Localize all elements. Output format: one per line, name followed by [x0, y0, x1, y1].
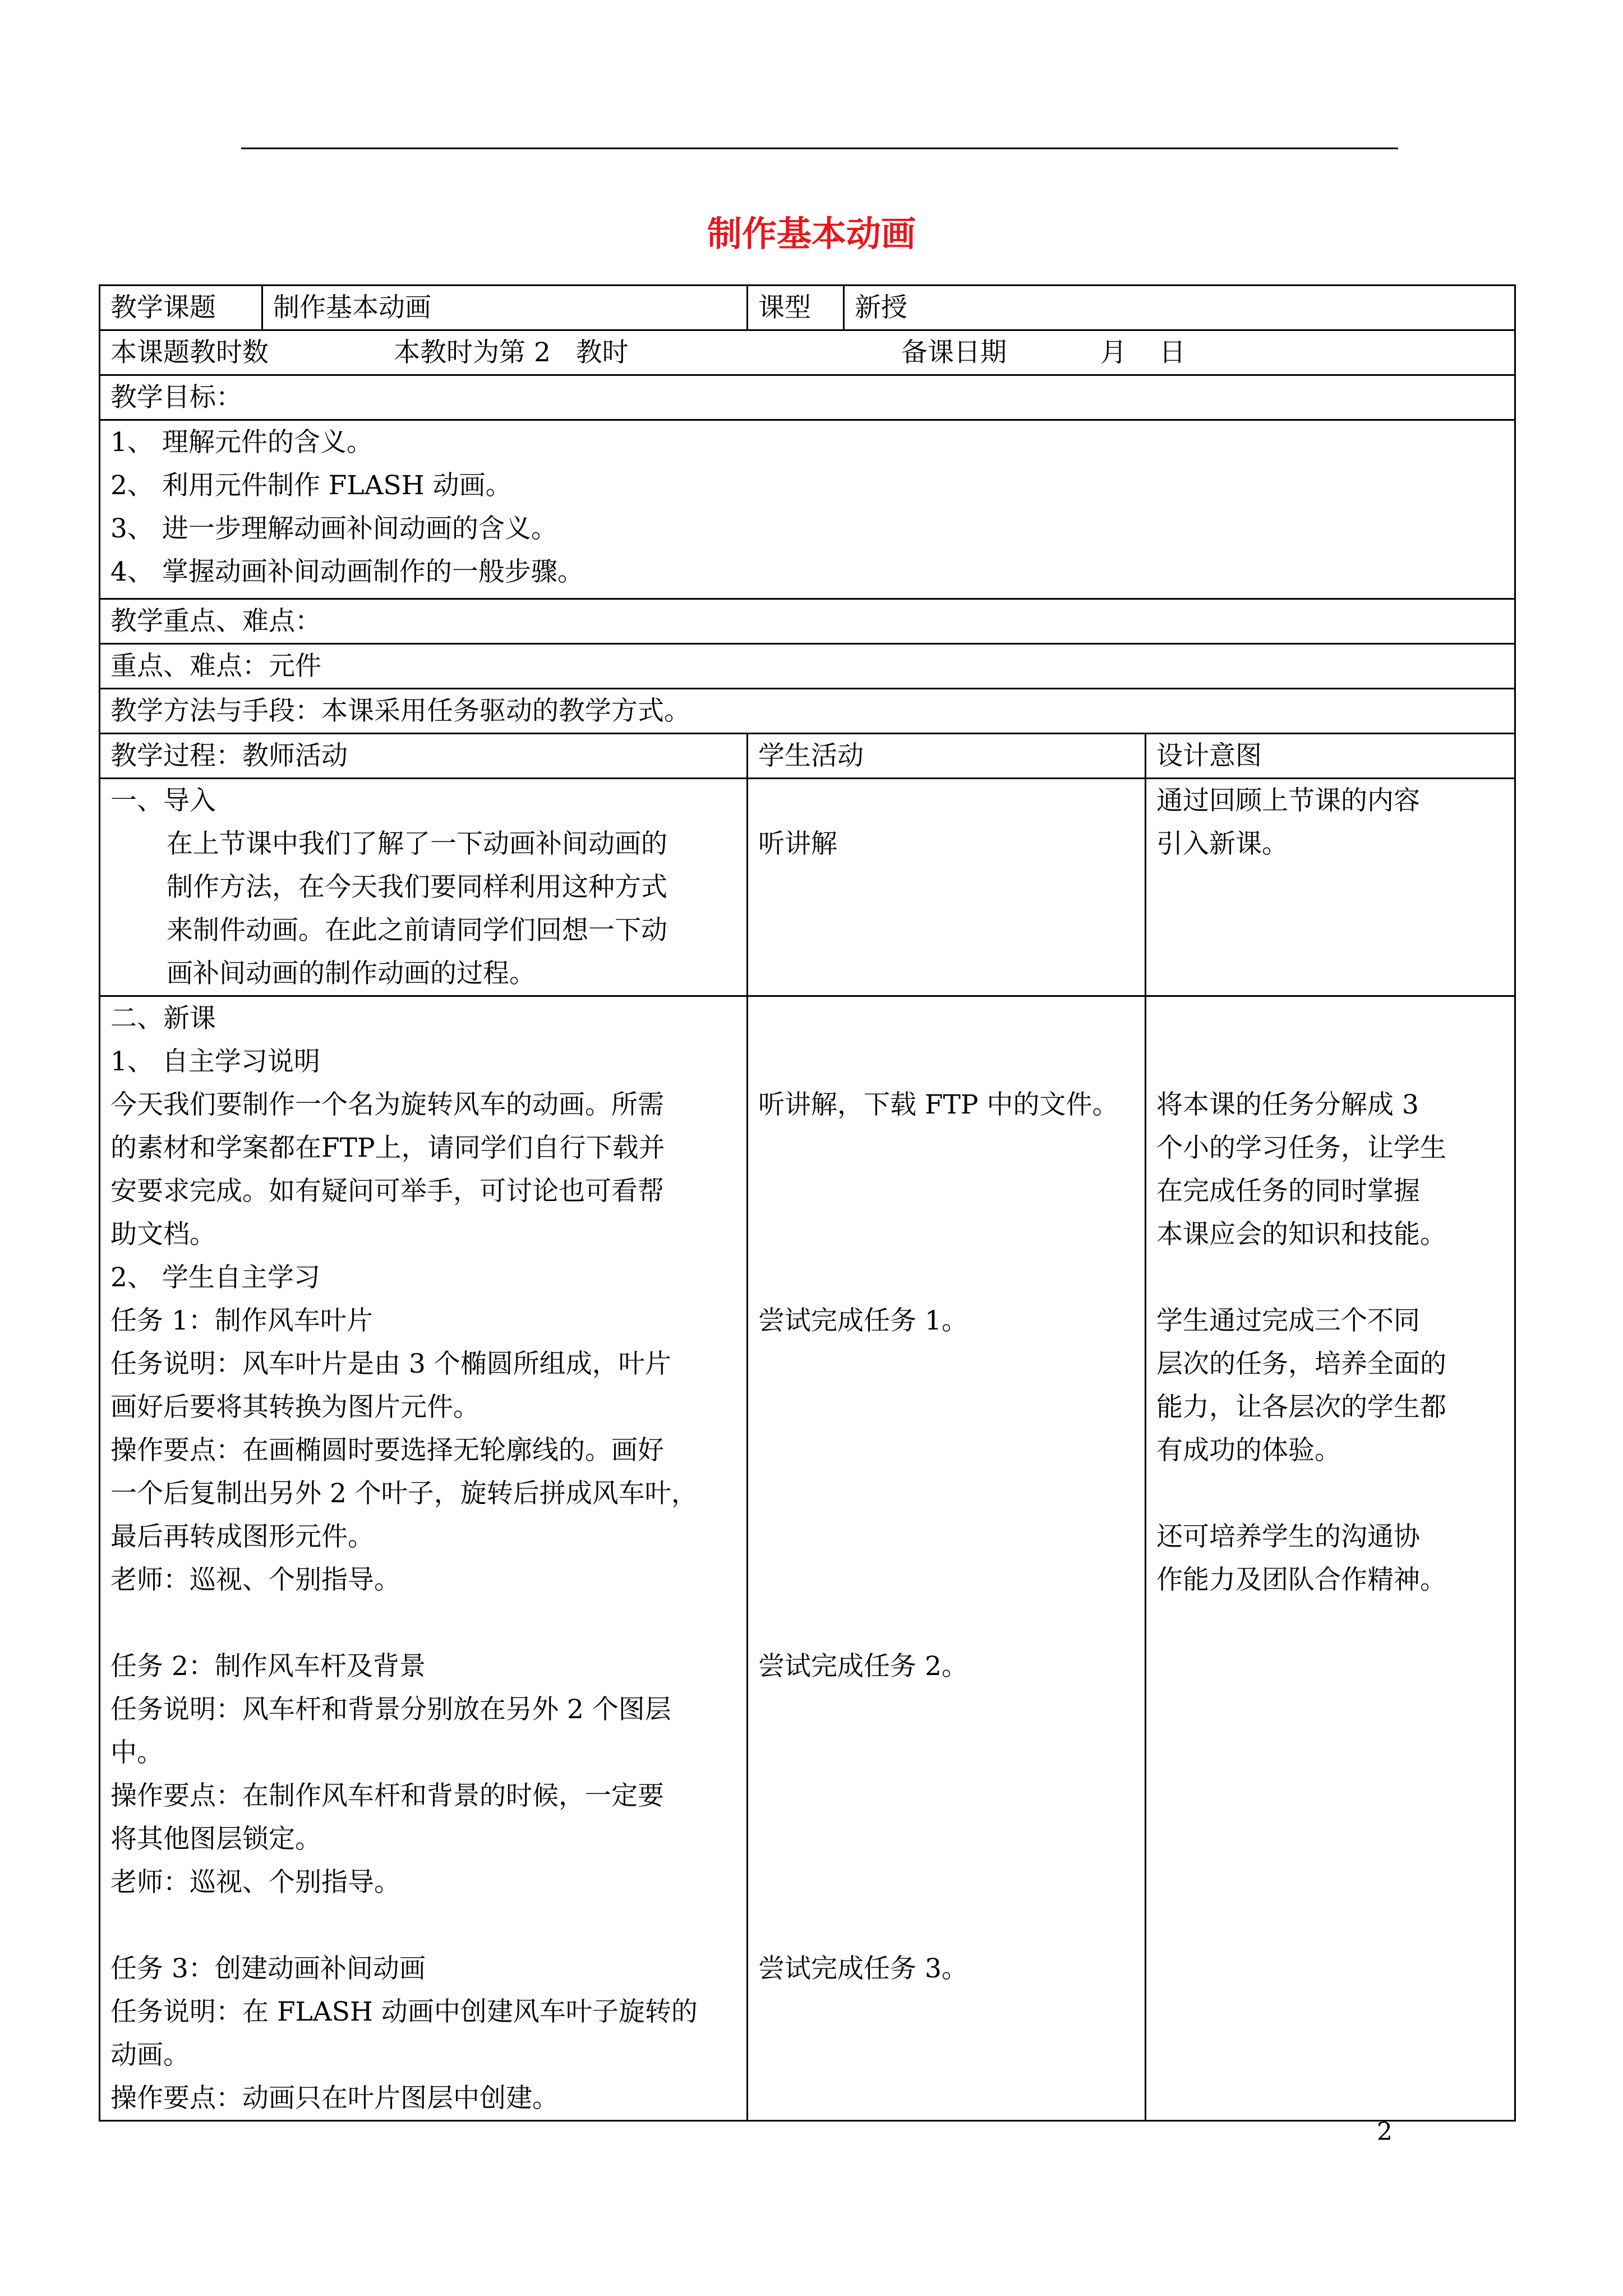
row-new-lesson: [100, 996, 1515, 2121]
design-intent-line: [1156, 997, 1504, 1040]
objective-item: 1、 理解元件的含义。: [110, 427, 373, 458]
teacher-activity-line: 任务 2：制作风车杆及背景: [110, 1651, 426, 1682]
design-intent-line: [1156, 1256, 1504, 1299]
topic-label: 教学课题: [100, 286, 262, 330]
teacher-activity-line: 将其他图层锁定。: [110, 1824, 321, 1855]
design-intent-line: 有成功的体验。: [1156, 1435, 1341, 1466]
teacher-activity-line: 操作要点：动画只在叶片图层中创建。: [110, 2083, 559, 2114]
intro-student: [748, 779, 1146, 996]
student-activity-line: 听讲解，下载 FTP 中的文件。: [758, 1089, 1119, 1120]
design-intent-line: 作能力及团队合作精神。: [1156, 1565, 1446, 1595]
keypoints-value: 重点、难点：元件: [100, 644, 1515, 689]
student-activity-line: [758, 997, 1135, 1040]
page-number: 2: [1377, 2118, 1393, 2146]
intro-intent: [1146, 779, 1515, 996]
teacher-activity-line: 一个后复制出另外 2 个叶子，旋转后拼成风车叶，: [110, 1478, 698, 1509]
row-objectives-heading: [100, 375, 1515, 420]
row-process-headers: [100, 734, 1515, 779]
design-intent-line: 能力，让各层次的学生都: [1156, 1392, 1446, 1423]
teacher-activity-line: 画好后要将其转换为图片元件。: [110, 1392, 479, 1423]
design-intent-line: 学生通过完成三个不同: [1156, 1305, 1420, 1336]
type-value: 新授: [844, 286, 1515, 330]
design-intent-line: 层次的任务，培养全面的: [1156, 1349, 1446, 1379]
teacher-activity-line: 任务说明：在 FLASH 动画中创建风车叶子旋转的: [110, 1996, 698, 2027]
teacher-activity-line: 安要求完成。如有疑问可举手，可讨论也可看帮: [110, 1176, 664, 1207]
student-activity-line: [758, 1861, 1135, 1904]
student-activity-line: [758, 1256, 1135, 1299]
design-intent-header: 设计意图: [1146, 734, 1515, 779]
design-intent-line: 在完成任务的同时掌握: [1156, 1176, 1420, 1207]
teacher-activity-line: 二、新课: [110, 1003, 216, 1034]
objective-item: 3、 进一步理解动画补间动画的含义。: [110, 513, 557, 544]
student-activity-line: 尝试完成任务 2。: [758, 1651, 968, 1682]
teacher-activity-line: 助文档。: [110, 1219, 216, 1250]
method-text: 教学方法与手段：本课采用任务驱动的教学方式。: [100, 689, 1515, 734]
student-activity-line: [758, 1774, 1135, 1818]
student-activity-line: [758, 1818, 1135, 1861]
teacher-activity-line: 老师：巡视、个别指导。: [110, 1867, 400, 1898]
date-label: 备课日期: [901, 337, 1007, 368]
teacher-activity-line: 中。: [110, 1737, 163, 1768]
objectives-heading: 教学目标：: [100, 375, 1515, 420]
teacher-activity-header: 教学过程：教师活动: [100, 734, 748, 779]
student-activity-line: [758, 1472, 1135, 1515]
row-intro: [100, 779, 1515, 996]
row-objectives: [100, 420, 1515, 599]
new-lesson-student: [748, 996, 1146, 2121]
teacher-activity-line: 最后再转成图形元件。: [110, 1521, 374, 1552]
objective-item: 2、 利用元件制作 FLASH 动画。: [110, 470, 512, 501]
teacher-activity-line: 2、 学生自主学习: [110, 1262, 320, 1293]
header-rule: [241, 148, 1398, 149]
student-activity-line: [758, 1429, 1135, 1472]
teacher-activity-line: 任务说明：风车杆和背景分别放在另外 2 个图层: [110, 1694, 671, 1725]
row-method: [100, 689, 1515, 734]
page-title: 制作基本动画: [707, 213, 916, 254]
student-activity-line: [758, 1688, 1135, 1731]
intro-line: 制作方法，在今天我们要同样利用这种方式: [167, 872, 667, 903]
spacer: [758, 779, 1135, 822]
hours-label: 本课题教时数: [110, 337, 269, 368]
student-activity-line: [758, 1213, 1135, 1256]
student-activity-header: 学生活动: [748, 734, 1146, 779]
student-activity-line: 尝试完成任务 3。: [758, 1953, 968, 1984]
student-activity-line: [758, 1126, 1135, 1170]
student-activity-line: [758, 1904, 1135, 1947]
teacher-activity-line: 操作要点：在制作风车杆和背景的时候，一定要: [110, 1780, 664, 1811]
intro-student-text: 听讲解: [758, 829, 837, 859]
intro-teacher: [100, 779, 748, 996]
objectives-list: [100, 420, 1515, 599]
hours-cell: [100, 330, 1515, 375]
row-hours: [100, 330, 1515, 375]
intro-intent-line: 通过回顾上节课的内容: [1156, 785, 1420, 816]
teacher-activity-line: 老师：巡视、个别指导。: [110, 1565, 400, 1595]
new-lesson-teacher: [100, 996, 748, 2121]
design-intent-line: [1156, 1040, 1504, 1083]
design-intent-line: 还可培养学生的沟通协: [1156, 1521, 1420, 1552]
design-intent-line: [1156, 1472, 1504, 1515]
row-keypoints: [100, 644, 1515, 689]
student-activity-line: [758, 1342, 1135, 1386]
student-activity-line: [758, 1386, 1135, 1429]
objective-item: 4、 掌握动画补间动画制作的一般步骤。: [110, 556, 584, 587]
student-activity-line: [758, 1602, 1135, 1645]
teacher-activity-line: 动画。: [110, 2040, 190, 2070]
month-label: 月: [1100, 337, 1127, 368]
student-activity-line: 尝试完成任务 1。: [758, 1305, 968, 1336]
intro-line: 在上节课中我们了解了一下动画补间动画的: [167, 829, 667, 859]
intro-line: 画补间动画的制作动画的过程。: [167, 958, 536, 989]
design-intent-line: 本课应会的知识和技能。: [1156, 1219, 1446, 1250]
teacher-activity-line: 今天我们要制作一个名为旋转风车的动画。所需: [110, 1089, 664, 1120]
design-intent-line: 个小的学习任务，让学生: [1156, 1133, 1446, 1163]
teacher-activity-line: [110, 1904, 736, 1947]
teacher-activity-line: 任务 1：制作风车叶片: [110, 1305, 373, 1336]
topic-value: 制作基本动画: [262, 286, 748, 330]
intro-intent-line: 引入新课。: [1156, 829, 1288, 859]
intro-line: 来制件动画。在此之前请同学们回想一下动: [167, 915, 667, 946]
teacher-activity-line: 操作要点：在画椭圆时要选择无轮廓线的。画好: [110, 1435, 664, 1466]
type-label: 课型: [748, 286, 844, 330]
keypoints-heading: 教学重点、难点：: [100, 599, 1515, 644]
teacher-activity-line: [110, 1602, 736, 1645]
day-label: 日: [1159, 337, 1186, 368]
student-activity-line: [758, 1515, 1135, 1558]
teacher-activity-line: 任务说明：风车叶片是由 3 个椭圆所组成，叶片: [110, 1349, 671, 1379]
teacher-activity-line: 1、 自主学习说明: [110, 1046, 320, 1077]
student-activity-line: [758, 1040, 1135, 1083]
design-intent-line: 将本课的任务分解成 3: [1156, 1089, 1419, 1120]
student-activity-line: [758, 1731, 1135, 1774]
intro-heading: 一、导入: [110, 785, 216, 816]
row-topic: [100, 286, 1515, 330]
lesson-plan-table: [99, 284, 1516, 2122]
row-keypoints-heading: [100, 599, 1515, 644]
student-activity-line: [758, 1558, 1135, 1602]
student-activity-line: [758, 1170, 1135, 1213]
teacher-activity-line: 任务 3：创建动画补间动画: [110, 1953, 426, 1984]
this-hour: 本教时为第 2 教时: [394, 337, 629, 368]
teacher-activity-line: 的素材和学案都在FTP上，请同学们自行下载并: [110, 1133, 665, 1163]
new-lesson-intent: [1146, 996, 1515, 2121]
